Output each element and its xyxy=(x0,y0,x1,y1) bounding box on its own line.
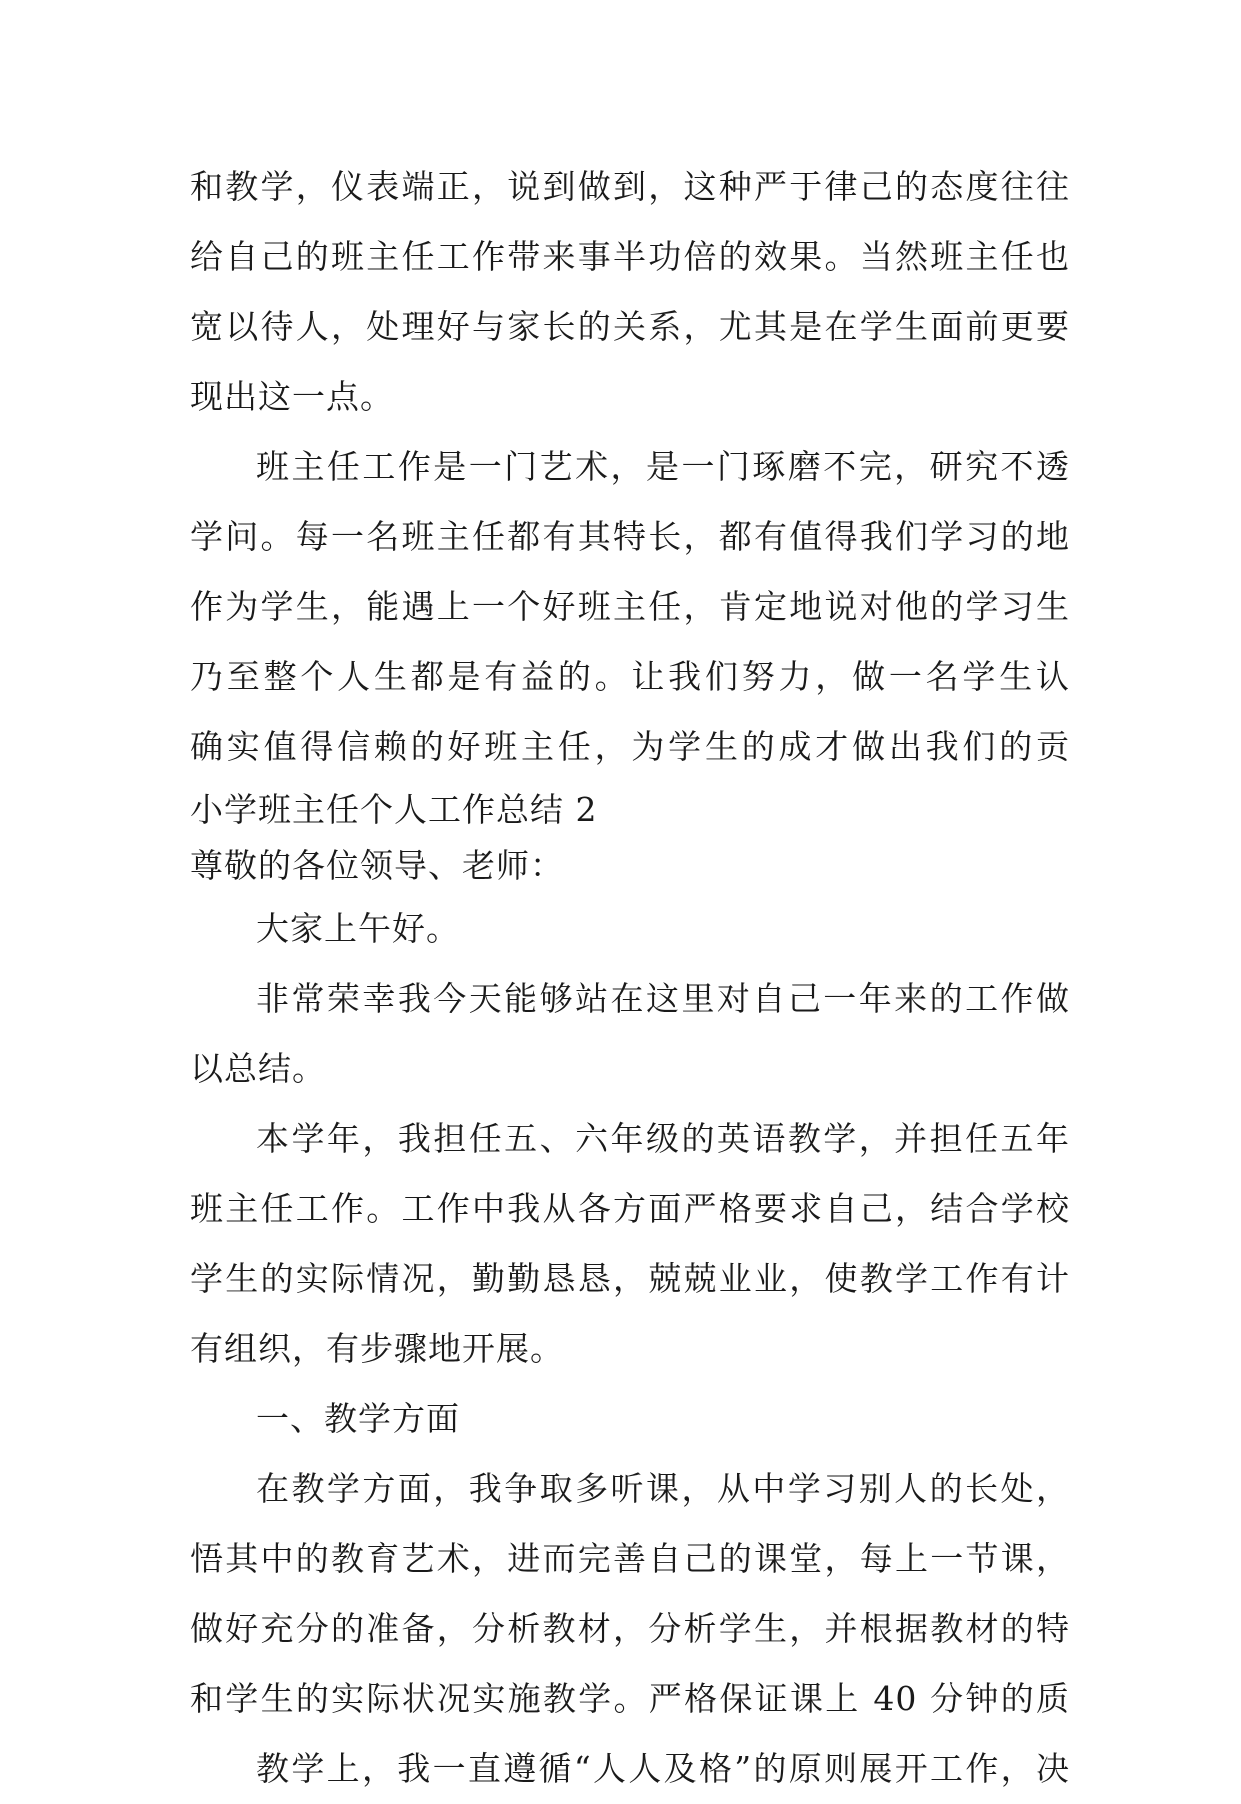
body-line: 悟其中的教育艺术，进而完善自己的课堂，每上一节课， xyxy=(190,1539,1070,1578)
body-line: 现出这一点。 xyxy=(190,377,394,416)
body-line: 给自己的班主任工作带来事半功倍的效果。当然班主任也 xyxy=(190,237,1070,276)
body-line: 学生的实际情况，勤勤恳恳，兢兢业业，使教学工作有计 xyxy=(190,1259,1070,1298)
body-line: 乃至整个人生都是有益的。让我们努力，做一名学生认 xyxy=(190,657,1070,696)
body-line: 班主任工作。工作中我从各方面严格要求自己，结合学校 xyxy=(190,1189,1070,1228)
body-line: 学问。每一名班主任都有其特长，都有值得我们学习的地 xyxy=(190,517,1070,556)
subheading: 一、教学方面 xyxy=(256,1399,460,1438)
body-line: 作为学生，能遇上一个好班主任，肯定地说对他的学习生 xyxy=(190,587,1070,626)
paragraph-start-line: 教学上，我一直遵循“人人及格”的原则展开工作，决 xyxy=(256,1749,1070,1788)
paragraph-start-line: 非常荣幸我今天能够站在这里对自己一年来的工作做 xyxy=(256,979,1070,1018)
body-line: 以总结。 xyxy=(190,1049,326,1088)
body-line: 做好充分的准备，分析教材，分析学生，并根据教材的特 xyxy=(190,1609,1070,1648)
salutation: 尊敬的各位领导、老师： xyxy=(190,846,564,885)
body-line: 和教学，仪表端正，说到做到，这种严于律己的态度往往 xyxy=(190,167,1070,206)
paragraph-start-line: 本学年，我担任五、六年级的英语教学，并担任五年 xyxy=(256,1119,1070,1158)
greeting-line: 大家上午好。 xyxy=(256,909,460,948)
body-line: 宽以待人，处理好与家长的关系，尤其是在学生面前更要 xyxy=(190,307,1070,346)
section-title: 小学班主任个人工作总结 2 xyxy=(190,790,598,829)
body-line: 有组织，有步骤地开展。 xyxy=(190,1329,564,1368)
body-line: 确实值得信赖的好班主任，为学生的成才做出我们的贡 xyxy=(190,727,1070,766)
paragraph-start-line: 在教学方面，我争取多听课，从中学习别人的长处， xyxy=(256,1469,1070,1508)
paragraph-start-line: 班主任工作是一门艺术，是一门琢磨不完，研究不透 xyxy=(256,447,1070,486)
document-body xyxy=(190,152,1070,1804)
body-line: 和学生的实际状况实施教学。严格保证课上 40 分钟的质 xyxy=(190,1679,1070,1718)
